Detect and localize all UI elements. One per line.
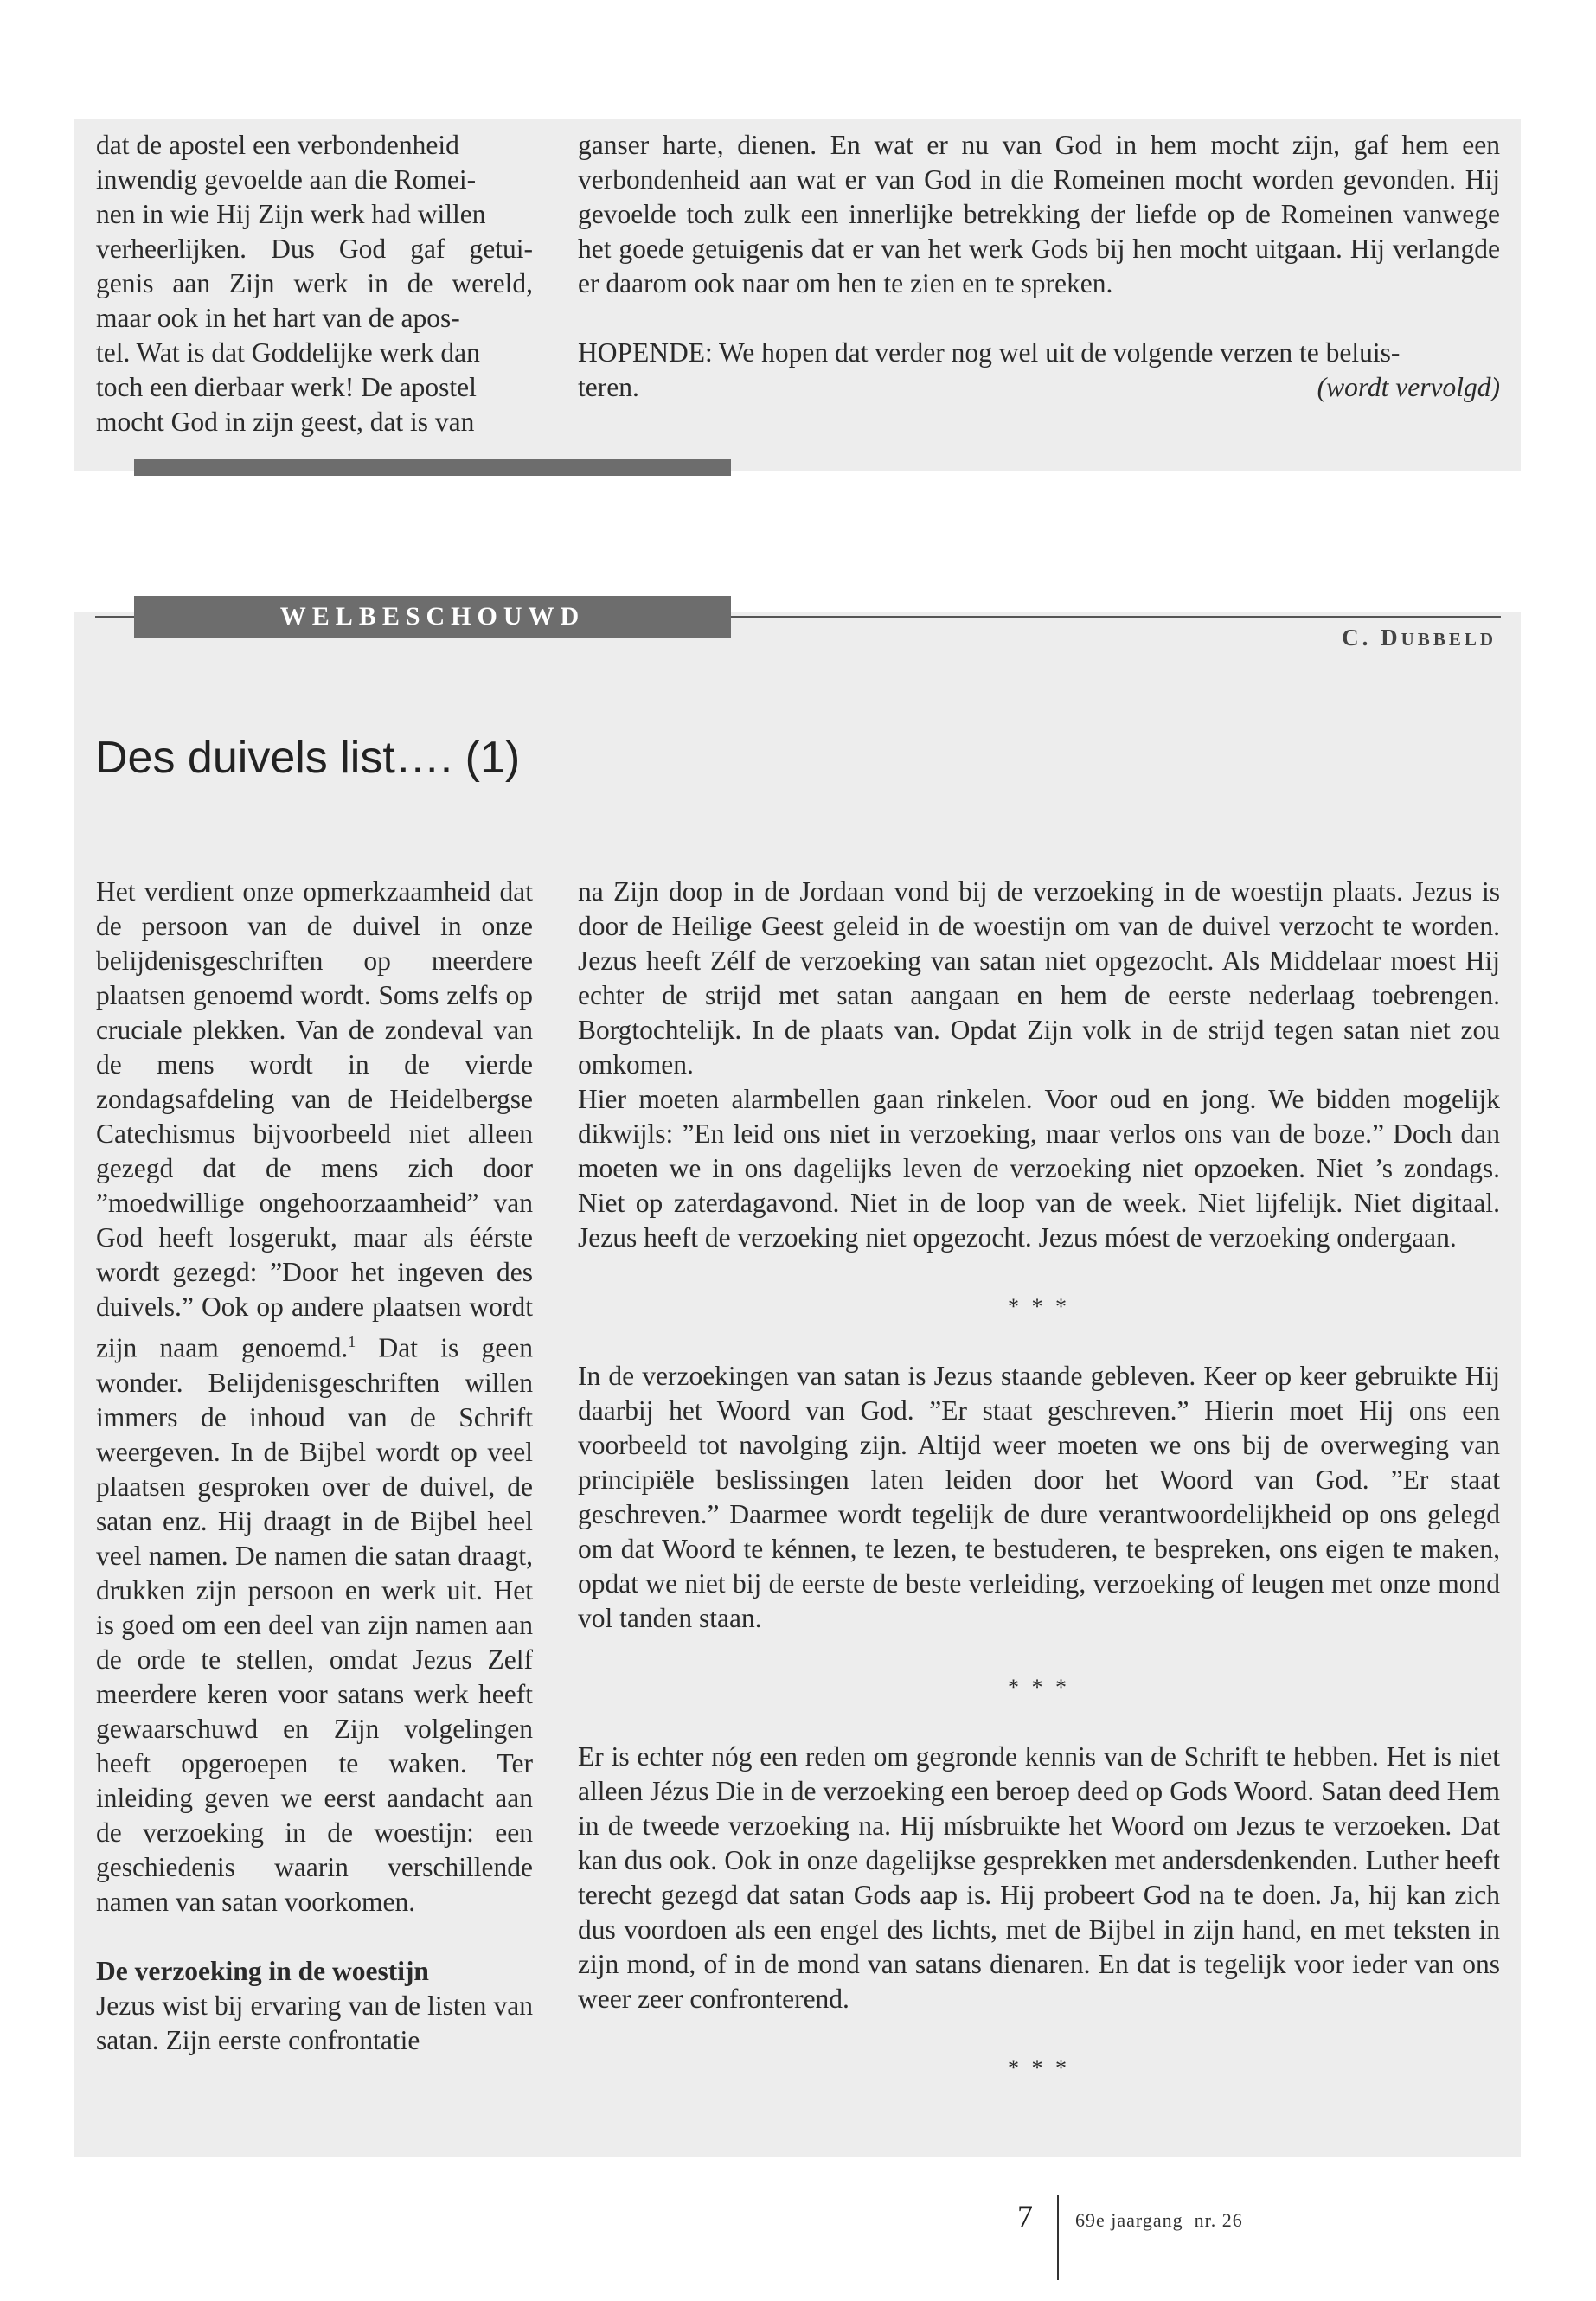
right-paragraph-3: In de verzoekingen van satan is Jezus staande gebleven. Keer op keer gebruikte Hij daarbij het Woord van God. ”Er staat geschreven.” Hierin moet Hij ons een voorbeeld tot navolging zijn. Altijd weer moeten we ons bij de overweging van principiële beslissingen laten leiden door het Woord van God. ”Er staat geschreven.” Daarmee wordt tegelijk de dure verantwoordelijkheid op ons gelegd om dat Woord te kénnen, te lezen, te bestuderen, te bespreken, ons eigen te maken, opdat we niet bij de eerste de beste verleiding, verzoeking of leugen met onze mond vol tanden staan.: [578, 1361, 1500, 1633]
left-intro-text: Het verdient onze opmerkzaamheid dat de persoon van de duivel in onze belijdenisgeschriften op meerdere plaatsen genoemd wordt. Soms zelfs op cruciale plekken. Van de zondeval van de mens wordt in de vierde zondagsafdeling van de Heidelbergse Catechismus bijvoorbeeld niet alleen gezegd dat de mens zich door ”moedwillige ongehoorzaamheid” van God heeft losgerukt, maar als éérste wordt gezegd: ”Door het ingeven des duivels.” Ook op andere plaatsen wordt zijn naam genoemd.: [96, 876, 533, 1363]
footnote-mark: 1: [348, 1333, 356, 1350]
top-left-line: tel. Wat is dat Goddelijke werk dan: [96, 337, 480, 368]
section-label: WELBESCHOUWD: [134, 596, 731, 638]
continued-note: (wordt vervolgd): [1317, 372, 1500, 402]
top-divider-bar: [134, 459, 731, 476]
top-left-line: verheerlijken. Dus God gaf getui-: [96, 234, 533, 264]
right-paragraph-4: Er is echter nóg een reden om gegronde kennis van de Schrift te hebben. Het is niet alleen Jézus Die in de verzoeking een beroep deed op Gods Woord. Satan deed Hem in de tweede verzoeking na. Hij mísbruikte het Woord om Jezus te verzoeken. Dat kan dus ook. Ook in onze dagelijkse gesprekken met andersdenkenden. Luther heeft terecht gezegd dat satan Gods aap is. Hij probeert God na te doen. Ja, hij kan zich dus voordoen als een engel des lichts, met de Bijbel in zijn hand, en met teksten in zijn mond, of in de mond van satans dienaren. En dat is tegelijk voor ieder van ons weer zeer confronterend.: [578, 1741, 1500, 2014]
top-left-line: dat de apostel een verbondenheid: [96, 130, 459, 160]
article-right-column: [578, 875, 1500, 2086]
article-title: Des duivels list…. (1): [95, 733, 521, 783]
top-right-paragraph: ganser harte, dienen. En wat er nu van God in hem mocht zijn, gaf hem een verbondenheid aan wat er van God in die Romeinen mocht worden gevonden. Hij gevoelde toch zulk een innerlijke betrekking der liefde op de Romeinen vanwege het goede getuigenis dat er van het werk Gods bij hen mocht uitgaan. Hij verlangde er daarom ook naar om hen te zien en te spreken.: [578, 130, 1500, 298]
separator-3: * * *: [1008, 2055, 1070, 2080]
top-left-column: [96, 128, 533, 439]
issue-info: 69e jaargang nr. 26: [1075, 2209, 1243, 2231]
left-intro-cont: Dat is geen wonder. Belijdenisgeschriften willen immers de inhoud van de Schrift weergeven. In de Bijbel wordt op veel plaatsen gesproken over de duivel, de satan enz. Hij draagt in de Bijbel heel veel namen. De namen die satan draagt, drukken zijn persoon en werk uit. Het is goed om een deel van zijn namen aan de orde te stellen, omdat Jezus Zelf meerdere keren voor satans werk heeft gewaarschuwd en Zijn volgelingen heeft opgeroepen te waken. Ter inleiding geven we eerst aandacht aan de verzoeking in de woestijn: een geschiedenis waarin verschillende namen van satan voorkomen.: [96, 1332, 533, 1917]
separator-1: * * *: [1008, 1294, 1070, 1319]
hopende-end-line: [578, 370, 1500, 405]
subheading: De verzoeking in de woestijn: [96, 1955, 429, 1986]
footer-divider: [1057, 2195, 1059, 2280]
top-left-line: nen in wie Hij Zijn werk had willen: [96, 199, 486, 229]
left-sub-paragraph: Jezus wist bij ervaring van de listen van satan. Zijn eerste confrontatie: [96, 1990, 533, 2055]
top-left-line: mocht God in zijn geest, dat is van: [96, 407, 475, 437]
header-rule-left: [95, 616, 137, 618]
top-left-line: maar ook in het hart van de apos-: [96, 303, 460, 333]
top-left-lines: [96, 128, 533, 439]
right-paragraph-1: na Zijn doop in de Jordaan vond bij de verzoeking in de woestijn plaats. Jezus is door de Heilige Geest geleid in de woestijn om van de duivel verzocht te worden. Jezus heeft Zélf de verzoeking van satan niet opgezocht. Als Middelaar moest Hij echter de strijd met satan aangaan en hem de eerste nederlaag toebrengen. Borgtochtelijk. In de plaats van. Opdat Zijn volk in de strijd tegen satan niet zou omkomen.: [578, 876, 1500, 1080]
hopende-line: HOPENDE: We hopen dat verder nog wel uit de volgende verzen te beluis-: [578, 337, 1401, 368]
separator-2: * * *: [1008, 1675, 1070, 1700]
author-name: C. DUBBELD: [1342, 625, 1497, 651]
top-left-line: genis aan Zijn werk in de wereld,: [96, 268, 533, 298]
top-right-column: [578, 128, 1500, 405]
top-left-line: toch een dierbaar werk! De apostel: [96, 372, 477, 402]
article-left-column: [96, 875, 533, 2058]
top-left-line: inwendig gevoelde aan die Romei-: [96, 164, 477, 195]
header-rule-right: [729, 616, 1501, 618]
page-number: 7: [1017, 2199, 1033, 2234]
hopende-end: teren.: [578, 372, 639, 402]
left-intro-paragraph: [96, 875, 533, 1920]
right-paragraph-2: Hier moeten alarmbellen gaan rinkelen. Voor oud en jong. We bidden mogelijk dikwijls: ”En leid ons niet in verzoeking, maar verlos ons van de boze.” Doch dan moeten we in ons dagelijks leven de verzoeking niet opzoeken. Niet ’s zondags. Niet op zaterdagavond. Niet in de loop van de week. Niet lijfelijk. Niet digitaal. Jezus heeft de verzoeking niet opgezocht. Jezus móest de verzoeking ondergaan.: [578, 1084, 1500, 1253]
